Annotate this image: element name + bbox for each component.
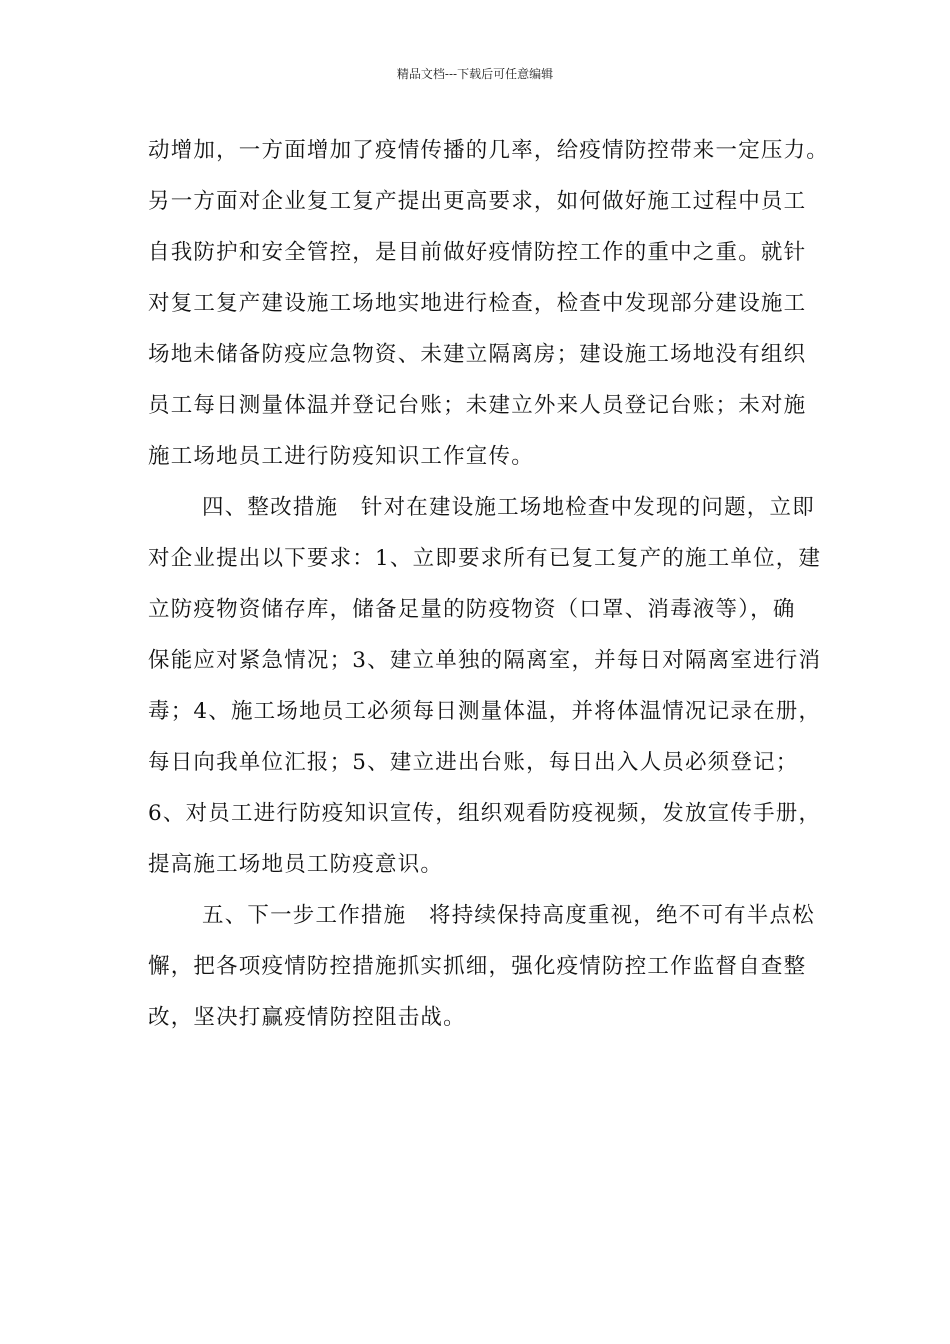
text-line: 动增加，一方面增加了疫情传播的几率，给疫情防控带来一定压力。 — [148, 138, 830, 163]
text-line: 毒；4、施工场地员工必须每日测量体温，并将体温情况记录在册， — [148, 699, 822, 724]
text-line: 立防疫物资储存库，储备足量的防疫物资（口罩、消毒液等），确 — [148, 597, 796, 622]
text-line: 提高施工场地员工防疫意识。 — [148, 852, 444, 877]
text-line: 对企业提出以下要求：1、立即要求所有已复工复产的施工单位，建 — [148, 546, 822, 571]
body-text — [148, 125, 830, 1043]
text-line: 每日向我单位汇报；5、建立进出台账，每日出入人员必须登记； — [148, 750, 799, 775]
text-line: 施工场地员工进行防疫知识工作宣传。 — [148, 444, 534, 469]
text-line: 另一方面对企业复工复产提出更高要求，如何做好施工过程中员工 — [148, 189, 807, 214]
text-line: 对复工复产建设施工场地实地进行检查，检查中发现部分建设施工 — [148, 291, 807, 316]
section-heading-line: 五、下一步工作措施 将持续保持高度重视，绝不可有半点松 — [202, 903, 815, 928]
text-line: 6、对员工进行防疫知识宣传，组织观看防疫视频，发放宣传手册， — [148, 801, 822, 826]
text-line: 懈，把各项疫情防控措施抓实抓细，强化疫情防控工作监督自查整 — [148, 954, 807, 979]
section-heading-line: 四、整改措施 针对在建设施工场地检查中发现的问题，立即 — [202, 495, 815, 520]
text-line: 改，坚决打赢疫情防控阻击战。 — [148, 1005, 466, 1030]
text-line: 员工每日测量体温并登记台账；未建立外来人员登记台账；未对施 — [148, 393, 807, 418]
text-line: 保能应对紧急情况；3、建立单独的隔离室，并每日对隔离室进行消 — [148, 648, 822, 673]
text-line: 自我防护和安全管控，是目前做好疫情防控工作的重中之重。就针 — [148, 240, 807, 265]
page-header: 精品文档---下载后可任意编辑 — [396, 67, 554, 81]
text-line: 场地未储备防疫应急物资、未建立隔离房；建设施工场地没有组织 — [148, 342, 807, 367]
